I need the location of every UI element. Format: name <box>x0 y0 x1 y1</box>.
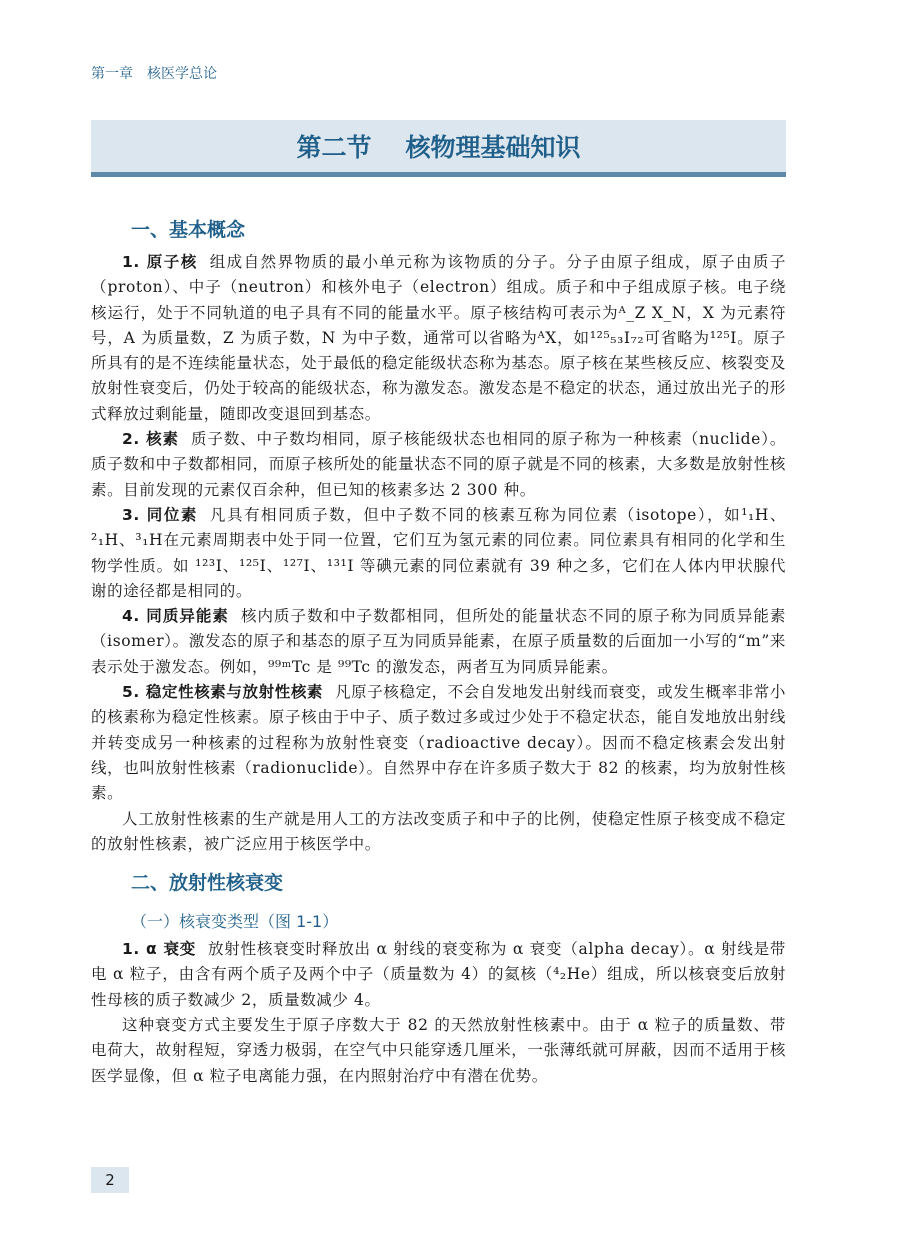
section-number: 第二节 <box>296 133 372 162</box>
heading-basic-concepts: 一、基本概念 <box>131 219 246 241</box>
text-isomer: 核内质子数和中子数都相同，但所处的能量状态不同的原子称为同质异能素（isomer）。激发态的原子和基态的原子互为同质异能素，在原子质量数的后面加一小写的“m”来表示处于激发态。例如，⁹⁹ᵐTc 是 ⁹⁹Tc 的激发态，两者互为同质异能素。 <box>91 607 786 676</box>
term-isotope: 3. 同位素 <box>122 505 198 524</box>
term-nucleus: 1. 原子核 <box>122 253 198 271</box>
text-nuclide: 质子数、中子数均相同，原子核能级状态也相同的原子称为一种核素（nuclide）。质子数和中子数都相同，而原子核所处的能量状态不同的原子就是不同的核素，大多数是放射性核素。目前发现的元素仅百余种，但已知的核素多达 2 300 种。 <box>91 430 786 499</box>
text-alpha-decay: 放射性核衰变时释放出 α 射线的衰变称为 α 衰变（alpha decay）。α 射线是带电 α 粒子，由含有两个质子及两个中子（质量数为 4）的氦核（⁴₂He）组成，所以核衰变后放射性母核的质子数减少 2，质量数减少 4。 <box>91 940 786 1009</box>
chapter-title: 核医学总论 <box>147 66 217 82</box>
page-number: 2 <box>91 1167 129 1193</box>
text-stable-radioactive: 凡原子核稳定，不会自发地发出射线而衰变，或发生概率非常小的核素称为稳定性核素。原子核由于中子、质子数过多或过少处于不稳定状态，能自发地放出射线并转变成另一种核素的过程称为放射性衰变（radioactive decay）。因而不稳定核素会发出射线，也叫放射性核素（radionuclide）。自然界中存在许多质子数大于 82 的核素，均为放射性核素。 <box>91 683 786 803</box>
text-nucleus: 组成自然界物质的最小单元称为该物质的分子。分子由原子组成，原子由质子（proton）、中子（neutron）和核外电子（electron）组成。质子和中子组成原子核。电子绕核运行，处于不同轨道的电子具有不同的能量水平。原子核结构可表示为ᴬ_Z X_N，X 为元素符号，A 为质量数，Z 为质子数，N 为中子数，通常可以省略为ᴬX，如¹²⁵₅₃I₇₂可省略为¹²⁵I。原子所具有的是不连续能量状态，处于最低的稳定能级状态称为基态。原子核在某些核反应、核裂变及放射性衰变后，仍处于较高的能级状态，称为激发态。激发态是不稳定的状态，通过放出光子的形式释放过剩能量，随即改变退回到基态。 <box>91 253 787 423</box>
term-isomer: 4. 同质异能素 <box>122 607 229 626</box>
paragraph-alpha-decay <box>91 937 786 1013</box>
paragraph-nucleus <box>91 250 786 427</box>
term-nuclide: 2. 核素 <box>122 430 179 449</box>
term-alpha-decay: 1. α 衰变 <box>122 940 197 959</box>
subheading-decay-types: （一）核衰变类型（图 1-1） <box>131 912 339 932</box>
paragraph-artificial-nuclides: 人工放射性核素的生产就是用人工的方法改变质子和中子的比例，使稳定性原子核变成不稳定的放射性核素，被广泛应用于核医学中。 <box>91 809 786 853</box>
paragraph-stable-radioactive <box>91 680 786 806</box>
paragraph-alpha-note: 这种衰变方式主要发生于原子序数大于 82 的天然放射性核素中。由于 α 粒子的质量数、带电荷大，故射程短，穿透力极弱，在空气中只能穿透几厘米，一张薄纸就可屏蔽，因而不适用于核医学显像，但 α 粒子电离能力强，在内照射治疗中有潜在优势。 <box>91 1016 786 1085</box>
chapter-number: 第一章 <box>91 66 133 82</box>
heading-radioactive-decay: 二、放射性核衰变 <box>131 872 284 895</box>
paragraph-nuclide <box>91 427 786 503</box>
body-text <box>91 210 786 1089</box>
running-head <box>91 63 217 83</box>
term-stable-radioactive: 5. 稳定性核素与放射性核素 <box>122 683 324 702</box>
paragraph-isomer <box>91 604 786 680</box>
section-title: 核物理基础知识 <box>405 133 581 162</box>
section-banner <box>91 120 786 177</box>
text-isotope: 凡具有相同质子数，但中子数不同的核素互称为同位素（isotope），如¹₁H、²₁H、³₁H在元素周期表中处于同一位置，它们互为氢元素的同位素。同位素具有相同的化学和生物学性质。如 ¹²³I、¹²⁵I、¹²⁷I、¹³¹I 等碘元素的同位素就有 39 种之多，它们在人体内甲状腺代谢的途径都是相同的。 <box>91 505 787 600</box>
paragraph-isotope <box>91 503 786 604</box>
